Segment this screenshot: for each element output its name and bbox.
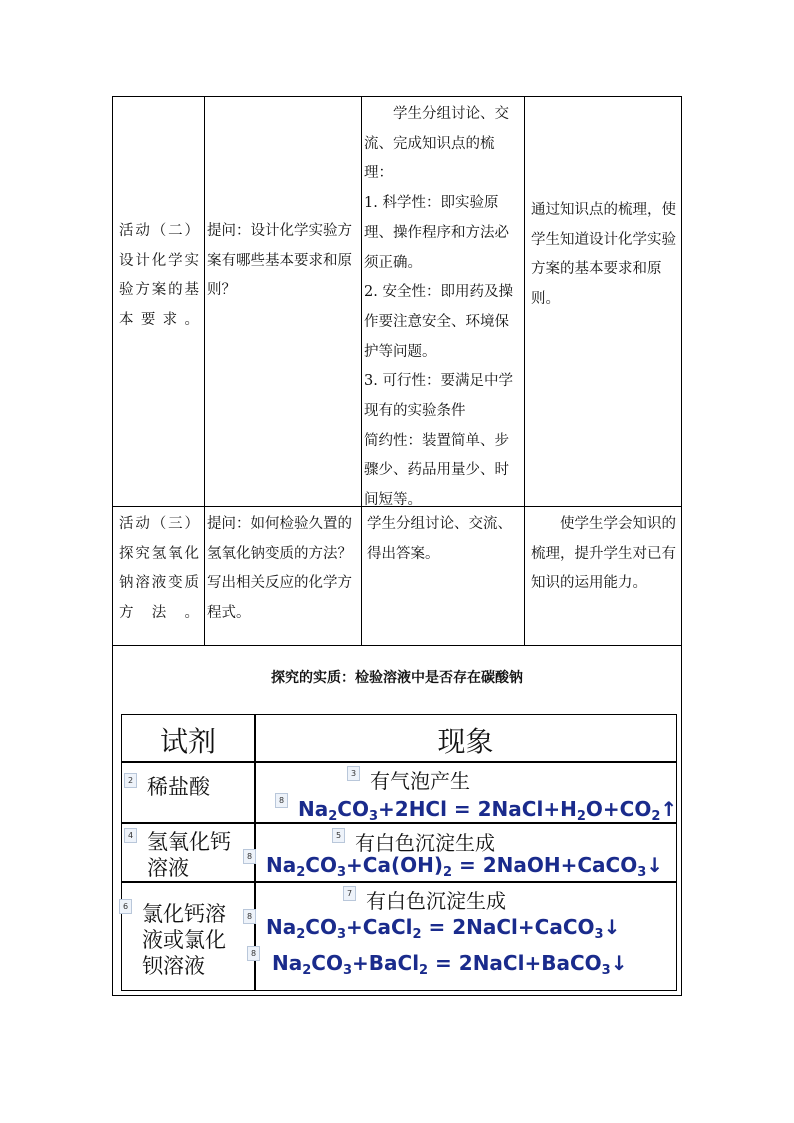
- marker-tag: 8: [243, 849, 256, 864]
- phenomenon-cacl2-bacl2: 有白色沉淀生成: [366, 889, 506, 913]
- student-intro: 学生分组讨论、交流、完成知识点的梳理：: [364, 106, 509, 182]
- marker-tag: 2: [124, 773, 137, 788]
- equation-cacl2: $Na_2CO_3+CaCl_2$ = 2NaCl+CaCO$_3$↓: [266, 915, 621, 942]
- row2-purpose: 使学生学会知识的梳理，提升学生对已有知识的运用能力。: [531, 516, 676, 592]
- student-point-4: 简约性：装置简单、步骤少、药品用量少、时间短等。: [364, 432, 509, 509]
- row1-activity: 活动（二）设计化学实验方案的基本要求。: [119, 223, 199, 329]
- row1-question: 提问：设计化学实验方案有哪些基本要求和原则？: [207, 223, 352, 299]
- row1-purpose: 通过知识点的梳理，使学生知道设计化学实验方案的基本要求和原则。: [531, 202, 676, 308]
- marker-tag: 3: [347, 766, 360, 781]
- row-divider-2: [112, 645, 682, 646]
- col-divider-3: [524, 96, 525, 645]
- marker-tag: 4: [124, 828, 137, 843]
- col-divider-1: [204, 96, 205, 645]
- row1-student: [364, 100, 520, 516]
- header-phenomenon: 现象: [437, 725, 494, 758]
- phenomenon-caoh2: 有白色沉淀生成: [355, 831, 495, 855]
- marker-tag: 8: [247, 946, 260, 961]
- phenomenon-hcl: 有气泡产生: [370, 769, 470, 793]
- equation-hcl: $Na_2CO_3+2HCl$ = $2NaCl+H_2O+CO_2↑$: [298, 797, 678, 824]
- reagent-cacl2-bacl2: 氯化钙溶液或氯化钡溶液: [142, 902, 226, 978]
- reagent-hcl: 稀盐酸: [147, 775, 210, 799]
- student-point-1: 1. 科学性：即实验原理、操作程序和方法必须正确。: [364, 195, 509, 271]
- row2-student: 学生分组讨论、交流、得出答案。: [367, 516, 512, 562]
- row2-activity: 活动（三）探究氢氧化钠溶液变质方法。: [119, 516, 199, 622]
- marker-tag: 8: [275, 793, 288, 808]
- equation-bacl2: $Na_2CO_3+BaCl_2$ = 2NaCl+BaCO$_3$↓: [272, 951, 628, 978]
- marker-tag: 5: [332, 828, 345, 843]
- row2-question: 提问：如何检验久置的氢氧化钠变质的方法？写出相关反应的化学方程式。: [207, 516, 352, 622]
- header-reagent: 试剂: [159, 725, 216, 758]
- marker-tag: 6: [119, 899, 132, 914]
- summary-heading: 探究的实质：检验溶液中是否存在碳酸钠: [271, 670, 523, 686]
- col-divider-2: [361, 96, 362, 645]
- student-point-2: 2. 安全性：即用药及操作要注意安全、环境保护等问题。: [364, 284, 513, 360]
- student-point-3: 3. 可行性：要满足中学现有的实验条件: [364, 373, 513, 420]
- marker-tag: 7: [343, 886, 356, 901]
- marker-tag: 8: [243, 909, 256, 924]
- reagent-caoh2: 氢氧化钙溶液: [147, 830, 231, 880]
- equation-caoh2: $Na_2CO_3+Ca(OH)_2$ = 2NaOH+CaCO$_3$↓: [266, 853, 664, 880]
